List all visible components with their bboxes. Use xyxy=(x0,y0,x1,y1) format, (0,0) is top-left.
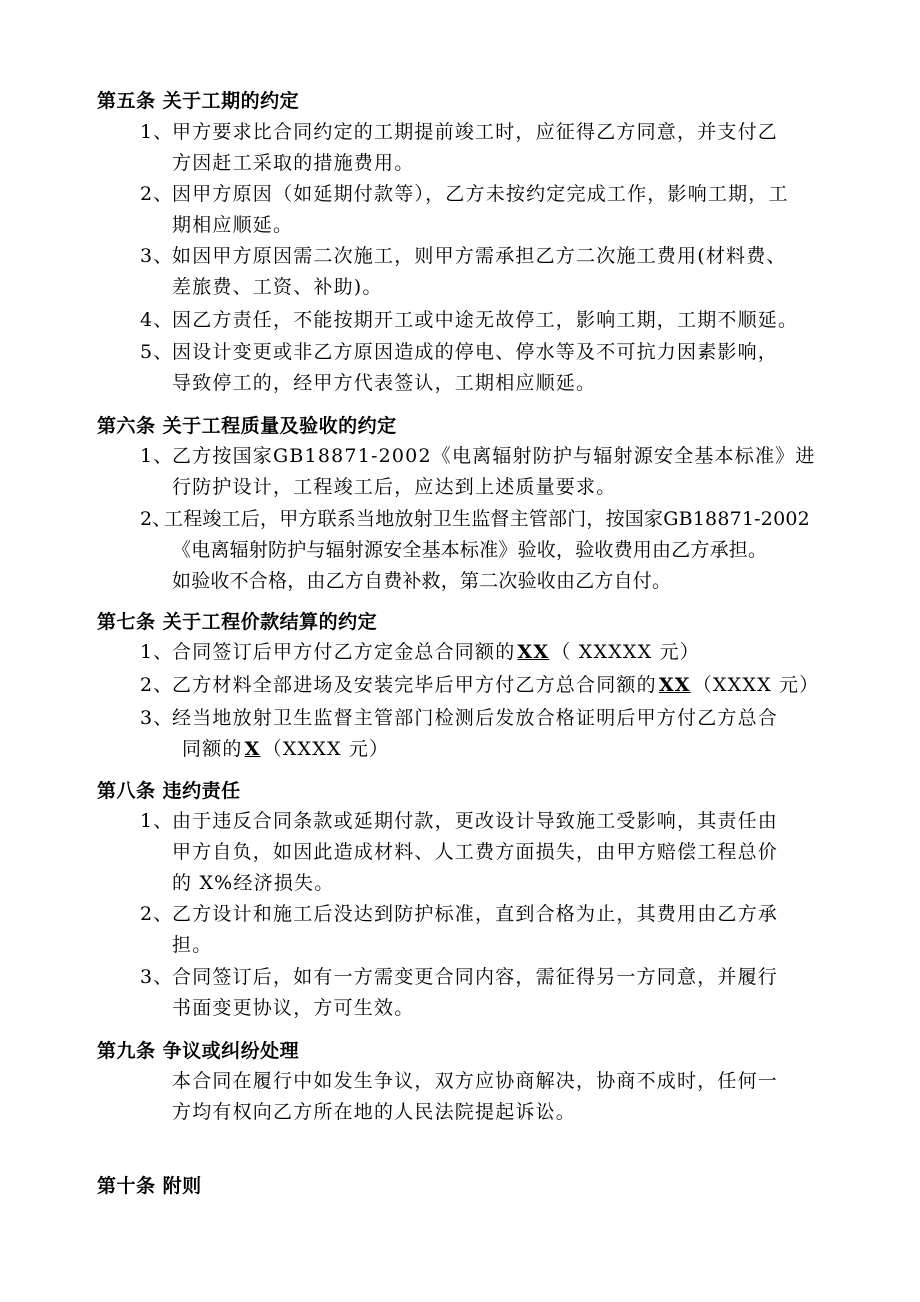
item-number: 1、 xyxy=(140,641,174,663)
section-9-title: 第九条 争议或纠纷处理 xyxy=(97,1040,300,1062)
amount-text: （XXXX 元） xyxy=(262,738,390,760)
section-8-title: 第八条 违约责任 xyxy=(97,780,241,802)
item-line: 差旅费、工资、补助)。 xyxy=(172,276,383,298)
item-line: 如验收不合格，由乙方自费补救，第二次验收由乙方自付。 xyxy=(172,570,672,592)
item-line: 期相应顺延。 xyxy=(172,214,294,236)
item-number: 1、 xyxy=(140,121,174,143)
item-line: 甲方自负，如因此造成材料、人工费方面损失，由甲方赔偿工程总价 xyxy=(172,841,779,863)
item-line: 乙方设计和施工后没达到防护标准，直到合格为止，其费用由乙方承 xyxy=(172,903,779,925)
item-line: 甲方要求比合同约定的工期提前竣工时，应征得乙方同意，并支付乙 xyxy=(172,121,779,143)
amount-blank: X xyxy=(244,738,261,760)
amount-text: （XXXX 元） xyxy=(692,674,820,696)
item-line: 乙方材料全部进场及安装完毕后甲方付乙方总合同额的 xyxy=(172,674,657,696)
paragraph-line: 本合同在履行中如发生争议，双方应协商解决，协商不成时，任何一 xyxy=(172,1070,779,1092)
section-10-title: 第十条 附则 xyxy=(97,1175,202,1197)
item-line: 导致停工的，经甲方代表签认，工期相应顺延。 xyxy=(172,372,597,394)
section-8-item-2 xyxy=(140,899,850,961)
section-6-item-1 xyxy=(140,441,850,503)
item-line: 行防护设计，工程竣工后，应达到上述质量要求。 xyxy=(172,476,617,498)
item-line: 的 X%经济损失。 xyxy=(172,872,335,894)
section-5-item-2 xyxy=(140,179,850,241)
amount-text: （ XXXXX 元） xyxy=(551,641,701,663)
item-number: 2、 xyxy=(140,674,174,696)
item-line: 《电离辐射防护与辐射源安全基本标准》验收，验收费用由乙方承担。 xyxy=(172,539,768,561)
section-5-item-4 xyxy=(140,305,850,336)
item-line: 合同签订后甲方付乙方定金总合同额的 xyxy=(172,641,516,663)
item-line: 因设计变更或非乙方原因造成的停电、停水等及不可抗力因素影响， xyxy=(172,341,779,363)
item-number: 1、 xyxy=(140,445,174,467)
item-line: 因乙方责任，不能按期开工或中途无故停工，影响工期，工期不顺延。 xyxy=(172,309,799,331)
item-number: 3、 xyxy=(140,245,174,267)
item-number: 2、 xyxy=(140,508,172,530)
section-7-item-3 xyxy=(140,703,850,765)
section-7-item-1 xyxy=(140,637,850,668)
section-5-item-3 xyxy=(140,241,850,303)
section-7-title: 第七条 关于工程价款结算的约定 xyxy=(97,611,378,633)
section-9-paragraph xyxy=(172,1066,852,1128)
item-line xyxy=(140,734,850,765)
item-number: 4、 xyxy=(140,309,174,331)
section-6-item-2 xyxy=(140,504,850,597)
item-line: 经当地放射卫生监督主管部门检测后发放合格证明后甲方付乙方总合 xyxy=(172,707,779,729)
item-number: 2、 xyxy=(140,183,174,205)
section-7-item-2 xyxy=(140,670,850,701)
item-number: 2、 xyxy=(140,903,174,925)
item-number: 1、 xyxy=(140,810,174,832)
item-line: 工程竣工后，甲方联系当地放射卫生监督主管部门，按国家GB18871-2002 xyxy=(164,508,810,530)
section-5-item-5 xyxy=(140,337,850,399)
section-6-title: 第六条 关于工程质量及验收的约定 xyxy=(97,415,397,437)
item-line: 由于违反合同条款或延期付款，更改设计导致施工受影响，其责任由 xyxy=(172,810,779,832)
section-8-item-1 xyxy=(140,806,850,899)
section-5-item-1 xyxy=(140,117,850,179)
item-line: 担。 xyxy=(172,934,213,956)
item-line: 书面变更协议，方可生效。 xyxy=(172,997,415,1019)
item-number: 5、 xyxy=(140,341,174,363)
item-line: 因甲方原因（如延期付款等），乙方未按约定完成工作，影响工期，工 xyxy=(172,183,789,205)
item-line-text: 同额的 xyxy=(182,738,243,760)
item-line: 方因赶工采取的措施费用。 xyxy=(172,152,415,174)
amount-blank: XX xyxy=(517,641,550,663)
section-5-title: 第五条 关于工期的约定 xyxy=(97,90,300,112)
section-8-item-3 xyxy=(140,962,850,1024)
paragraph-line: 方均有权向乙方所在地的人民法院提起诉讼。 xyxy=(172,1101,577,1123)
item-number: 3、 xyxy=(140,966,174,988)
item-number: 3、 xyxy=(140,707,174,729)
item-line: 合同签订后，如有一方需变更合同内容，需征得另一方同意，并履行 xyxy=(172,966,779,988)
item-line: 乙方按国家GB18871-2002《电离辐射防护与辐射源安全基本标准》进 xyxy=(172,445,816,467)
amount-blank: XX xyxy=(658,674,691,696)
item-line: 如因甲方原因需二次施工，则甲方需承担乙方二次施工费用(材料费、 xyxy=(172,245,787,267)
